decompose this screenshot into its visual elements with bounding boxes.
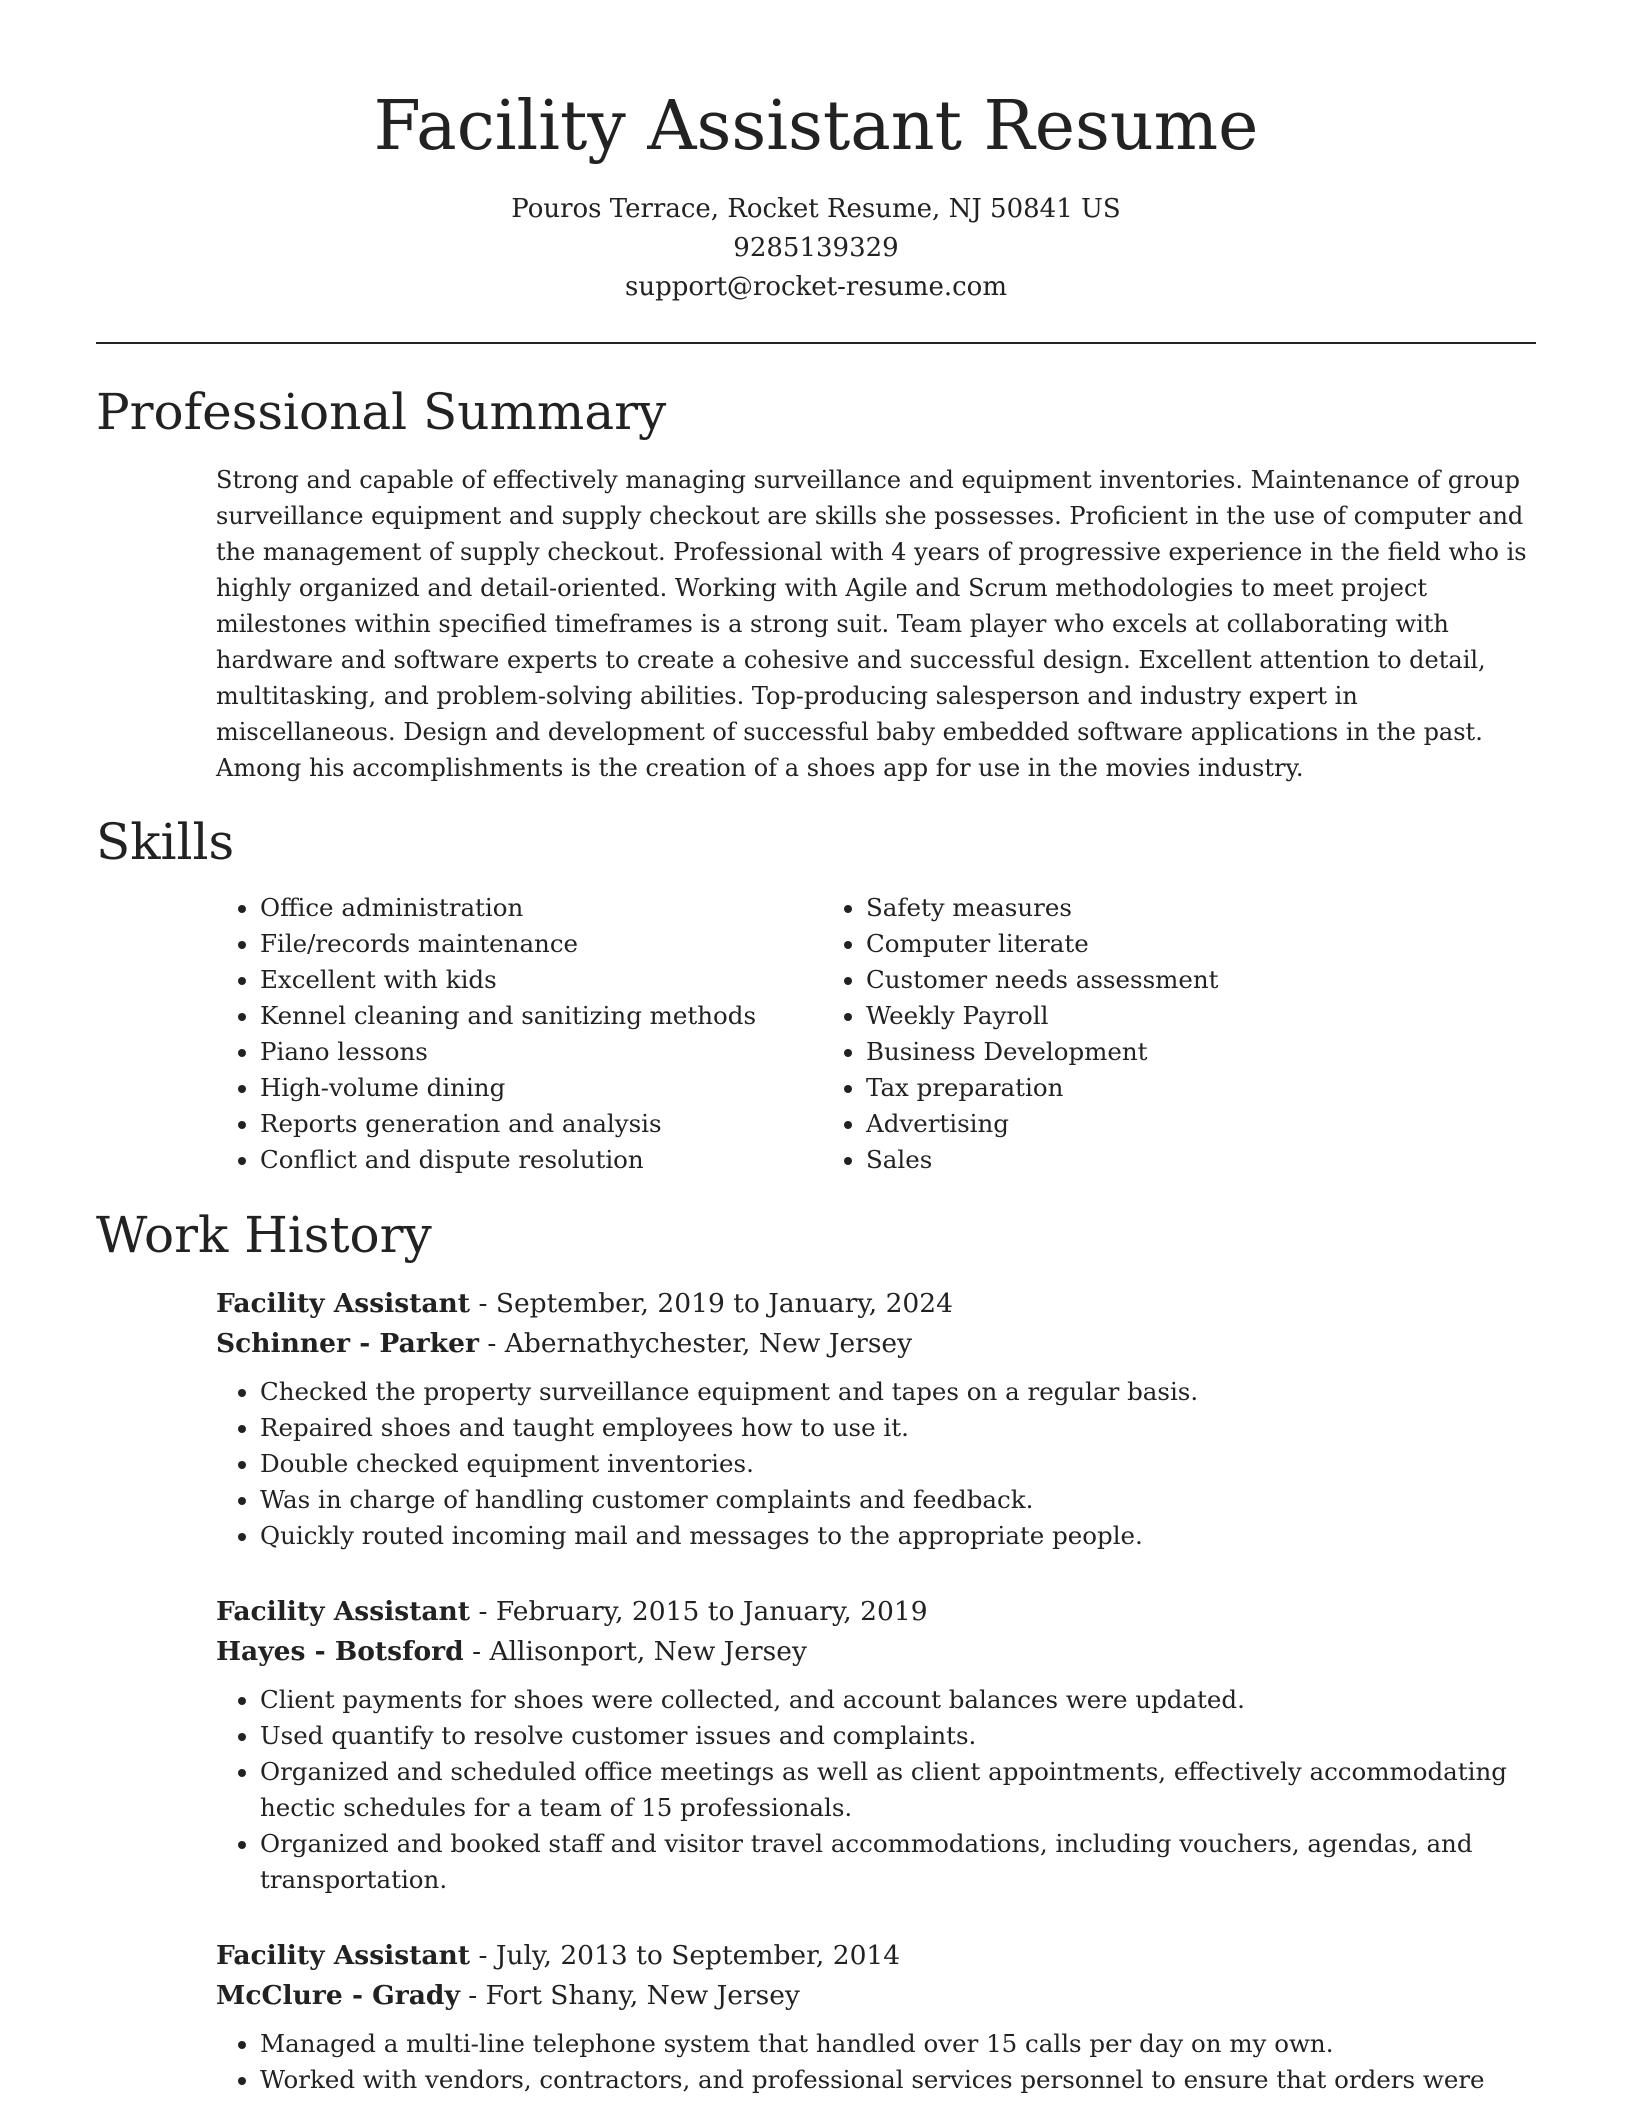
job-bullet: • Worked with vendors, contractors, and professional services personnel to ensure that orders were xyxy=(260,2062,1538,2098)
summary-text: Strong and capable of effectively managing surveillance and equipment inventories. Maintenance of group surveillance equipment and supply checkout are skills she possesses. Proficient in the use of computer and the management of supply checkout. Professional with 4 years of progressive experience in the field who is highly organized and detail-oriented. Working with Agile and Scrum methodologies to meet project milestones within specified timeframes is a strong suit. Team player who excels at collaborating with hardware and software experts to create a cohesive and successful design. Excellent attention to detail, multitasking, and problem-solving abilities. Top-producing salesperson and industry expert in miscellaneous. Design and development of successful baby embedded software applications in the past. Among his accomplishments is the creation of a shoes app for use in the movies industry. xyxy=(216,466,1527,782)
skills-heading: Skills xyxy=(96,813,235,871)
skill-item: • Business Development xyxy=(866,1034,1219,1070)
job-location: - Fort Shany, New Jersey xyxy=(459,1980,800,2011)
job-title-line xyxy=(216,1284,1538,1324)
job-bullet: • Repaired shoes and taught employees how to use it. xyxy=(260,1410,1538,1446)
summary-heading: Professional Summary xyxy=(96,383,667,441)
job-entry xyxy=(216,1936,1538,2098)
skill-item: • Conflict and dispute resolution xyxy=(260,1142,822,1178)
skill-item: • Safety measures xyxy=(866,890,1219,926)
job-dates: - February, 2015 to January, 2019 xyxy=(470,1596,928,1627)
job-entry xyxy=(216,1284,1538,1554)
job-bullets xyxy=(216,1374,1538,1554)
skill-item: • Piano lessons xyxy=(260,1034,822,1070)
skills-list-left xyxy=(216,890,822,1178)
skill-item: • File/records maintenance xyxy=(260,926,822,962)
work-history-list xyxy=(216,1284,1538,2112)
job-entry xyxy=(216,1592,1538,1898)
job-title: Facility Assistant xyxy=(216,1596,471,1627)
page-title: Facility Assistant Resume xyxy=(373,87,1259,166)
job-bullet: • Organized and booked staff and visitor travel accommodations, including vouchers, agendas, and transportation. xyxy=(260,1826,1538,1898)
skills-columns xyxy=(216,890,1538,1178)
skill-item: • Tax preparation xyxy=(866,1070,1219,1106)
job-title-line xyxy=(216,1936,1538,1976)
skills-list-right xyxy=(822,890,1219,1178)
job-bullet: • Organized and scheduled office meetings as well as client appointments, effectively accommodating hectic schedules for a team of 15 professionals. xyxy=(260,1754,1538,1826)
job-title: Facility Assistant xyxy=(216,1940,471,1971)
job-bullets xyxy=(216,2026,1538,2098)
job-company: Schinner - Parker xyxy=(216,1328,479,1359)
job-bullet: • Checked the property surveillance equipment and tapes on a regular basis. xyxy=(260,1374,1538,1410)
contact-block xyxy=(0,190,1632,307)
job-bullet: • Used quantify to resolve customer issues and complaints. xyxy=(260,1718,1538,1754)
job-dates: - September, 2019 to January, 2024 xyxy=(470,1288,954,1319)
job-location: - Abernathychester, New Jersey xyxy=(478,1328,913,1359)
job-bullet: • Was in charge of handling customer complaints and feedback. xyxy=(260,1482,1538,1518)
skill-item: • Office administration xyxy=(260,890,822,926)
job-company: McClure - Grady xyxy=(216,1980,460,2011)
job-bullets xyxy=(216,1682,1538,1898)
job-bullet: • Quickly routed incoming mail and messages to the appropriate people. xyxy=(260,1518,1538,1554)
job-company-line xyxy=(216,1976,1538,2016)
work-history-heading: Work History xyxy=(96,1206,432,1264)
skill-item: • Computer literate xyxy=(866,926,1219,962)
job-location: - Allisonport, New Jersey xyxy=(463,1636,807,1667)
job-title-line xyxy=(216,1592,1538,1632)
job-bullet: • Double checked equipment inventories. xyxy=(260,1446,1538,1482)
skill-item: • Sales xyxy=(866,1142,1219,1178)
header-divider xyxy=(96,342,1536,344)
job-company-line xyxy=(216,1324,1538,1364)
job-company: Hayes - Botsford xyxy=(216,1636,464,1667)
skill-item: • High-volume dining xyxy=(260,1070,822,1106)
skill-item: • Weekly Payroll xyxy=(866,998,1219,1034)
job-title: Facility Assistant xyxy=(216,1288,471,1319)
skill-item: • Kennel cleaning and sanitizing methods xyxy=(260,998,822,1034)
skill-item: • Customer needs assessment xyxy=(866,962,1219,998)
skill-item: • Reports generation and analysis xyxy=(260,1106,822,1142)
job-bullet: • Managed a multi-line telephone system that handled over 15 calls per day on my own. xyxy=(260,2026,1538,2062)
job-bullet: • Client payments for shoes were collected, and account balances were updated. xyxy=(260,1682,1538,1718)
contact-address: Pouros Terrace, Rocket Resume, NJ 50841 US xyxy=(511,194,1121,224)
skill-item: • Excellent with kids xyxy=(260,962,822,998)
job-dates: - July, 2013 to September, 2014 xyxy=(470,1940,901,1971)
contact-email: support@rocket-resume.com xyxy=(624,272,1007,302)
resume-header xyxy=(0,0,1632,307)
job-company-line xyxy=(216,1632,1538,1672)
skill-item: • Advertising xyxy=(866,1106,1219,1142)
contact-phone: 9285139329 xyxy=(733,233,899,263)
